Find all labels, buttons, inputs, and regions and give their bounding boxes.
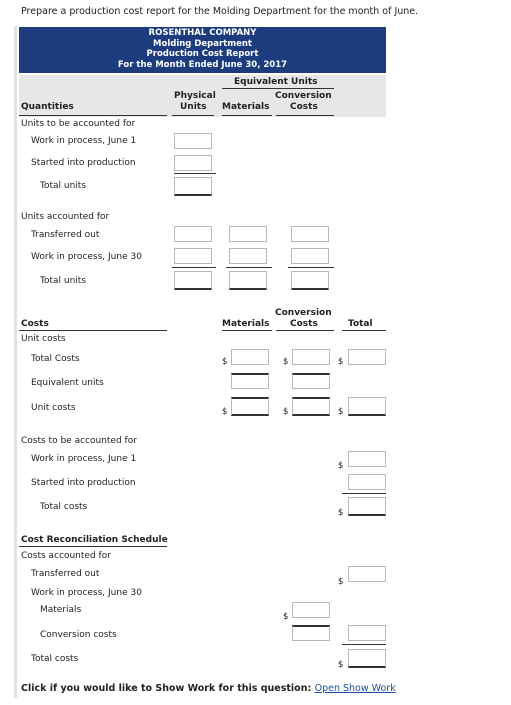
materials-total-costs-input[interactable] (231, 349, 269, 365)
subtotal-rule (288, 267, 334, 268)
total-unit-cost-input[interactable] (348, 397, 386, 416)
transferred-materials-input[interactable] (229, 226, 267, 242)
total-costs-accounted-input[interactable] (348, 649, 386, 668)
conversion-rule (276, 330, 334, 331)
wip-june1-units-input[interactable] (174, 133, 212, 149)
wip-materials-costs-input[interactable] (292, 602, 330, 618)
department-name: Molding Department (153, 38, 252, 49)
left-divider (14, 26, 17, 698)
equivalent-units-label: Equivalent units (31, 378, 104, 388)
subtotal-rule (174, 173, 216, 174)
wip-june1-costs-input[interactable] (348, 451, 386, 467)
dollar-sign: $ (222, 407, 228, 417)
total-conversion-units-input[interactable] (291, 271, 329, 290)
started-costs-label: Started into production (31, 478, 136, 488)
dollar-sign: $ (283, 357, 289, 367)
wip-june30-units-input[interactable] (174, 248, 212, 264)
dollar-sign: $ (338, 407, 344, 417)
equivalent-units-rule (222, 88, 334, 89)
wip-total-costs-input[interactable] (348, 625, 386, 641)
physical-rule (172, 115, 214, 116)
wip-june30-costs-label: Work in process, June 30 (31, 588, 142, 598)
costs-rule (19, 330, 167, 331)
subtotal-rule (342, 644, 386, 645)
report-period: For the Month Ended June 30, 2017 (117, 59, 288, 70)
conversion-heading: Conversion (275, 308, 332, 318)
dollar-sign: $ (338, 357, 344, 367)
materials-costs-label: Materials (40, 605, 82, 615)
started-costs-input[interactable] (348, 474, 386, 490)
dollar-sign: $ (338, 461, 344, 471)
units-accounted-label: Units accounted for (21, 212, 110, 222)
transferred-units-input[interactable] (174, 226, 212, 242)
conversion-total-costs-input[interactable] (292, 349, 330, 365)
subtotal-rule (172, 267, 216, 268)
wip-june30-conversion-input[interactable] (291, 248, 329, 264)
quantities-rule (19, 115, 167, 116)
report-title: Production Cost Report (146, 49, 259, 59)
physical-heading: Physical (174, 91, 216, 101)
units-heading: Units (180, 102, 207, 112)
show-work-prompt (21, 683, 396, 694)
conversion-equivalent-units-input[interactable] (292, 373, 330, 389)
reconciliation-rule (19, 546, 167, 547)
materials-unit-cost-input[interactable] (231, 397, 269, 416)
dollar-sign: $ (283, 612, 289, 622)
materials-equivalent-units-input[interactable] (231, 373, 269, 389)
transferred-costs-label: Transferred out (31, 569, 100, 579)
materials-heading: Materials (222, 102, 270, 112)
costs-accounted-label: Costs accounted for (21, 551, 111, 561)
costs-to-be-accounted-label: Costs to be accounted for (21, 436, 137, 446)
quantities-heading: Quantities (21, 102, 74, 112)
materials-rule (222, 115, 272, 116)
dollar-sign: $ (338, 508, 344, 518)
dollar-sign: $ (222, 357, 228, 367)
total-costs-label: Total Costs (31, 354, 80, 364)
units-to-be-accounted-label: Units to be accounted for (21, 119, 136, 129)
subtotal-rule (226, 267, 272, 268)
show-work-question: Click if you would like to Show Work for this question: (21, 683, 312, 694)
unit-costs-label: Unit costs (21, 334, 66, 344)
unit-costs-label: Unit costs (31, 403, 76, 413)
wip-june1-label: Work in process, June 1 (31, 136, 137, 146)
reconciliation-heading: Cost Reconciliation Schedule (21, 535, 168, 545)
company-name: ROSENTHAL COMPANY (148, 28, 257, 38)
instructions: Prepare a production cost report for the Molding Department for the month of June. (21, 6, 419, 17)
wip-june30-materials-input[interactable] (229, 248, 267, 264)
conversion-costs-label: Conversion costs (40, 630, 117, 640)
total-heading: Total (348, 319, 373, 329)
started-units-input[interactable] (174, 155, 212, 171)
total-units-label: Total units (40, 276, 87, 286)
transferred-conversion-input[interactable] (291, 226, 329, 242)
total-rule (342, 330, 386, 331)
total-costs-label: Total costs (40, 502, 88, 512)
started-label: Started into production (31, 158, 136, 168)
costs-heading: Costs (290, 319, 318, 329)
conversion-unit-cost-input[interactable] (292, 397, 330, 416)
materials-rule (222, 330, 272, 331)
total-materials-units-input[interactable] (229, 271, 267, 290)
wip-conversion-costs-input[interactable] (292, 625, 330, 641)
dollar-sign: $ (338, 577, 344, 587)
transferred-out-costs-input[interactable] (348, 566, 386, 582)
transferred-label: Transferred out (31, 230, 100, 240)
total-units-label: Total units (40, 181, 87, 191)
total-costs-accounted-label: Total costs (31, 654, 79, 664)
dollar-sign: $ (283, 407, 289, 417)
total-units-accounted-input[interactable] (174, 271, 212, 290)
conversion-heading: Conversion (275, 91, 332, 101)
equivalent-units-heading: Equivalent Units (234, 77, 318, 87)
wip-june30-label: Work in process, June 30 (31, 252, 142, 262)
total-costs-to-account-input[interactable] (348, 497, 386, 516)
subtotal-rule (342, 493, 386, 494)
conversion-rule (276, 115, 334, 116)
dollar-sign: $ (338, 660, 344, 670)
total-total-costs-input[interactable] (348, 349, 386, 365)
total-units-input[interactable] (174, 177, 212, 196)
materials-heading: Materials (222, 319, 270, 329)
report-header (19, 27, 386, 73)
wip-june1-costs-label: Work in process, June 1 (31, 454, 137, 464)
costs-heading: Costs (21, 319, 49, 329)
open-show-work-link[interactable]: Open Show Work (314, 683, 396, 694)
costs-heading: Costs (290, 102, 318, 112)
